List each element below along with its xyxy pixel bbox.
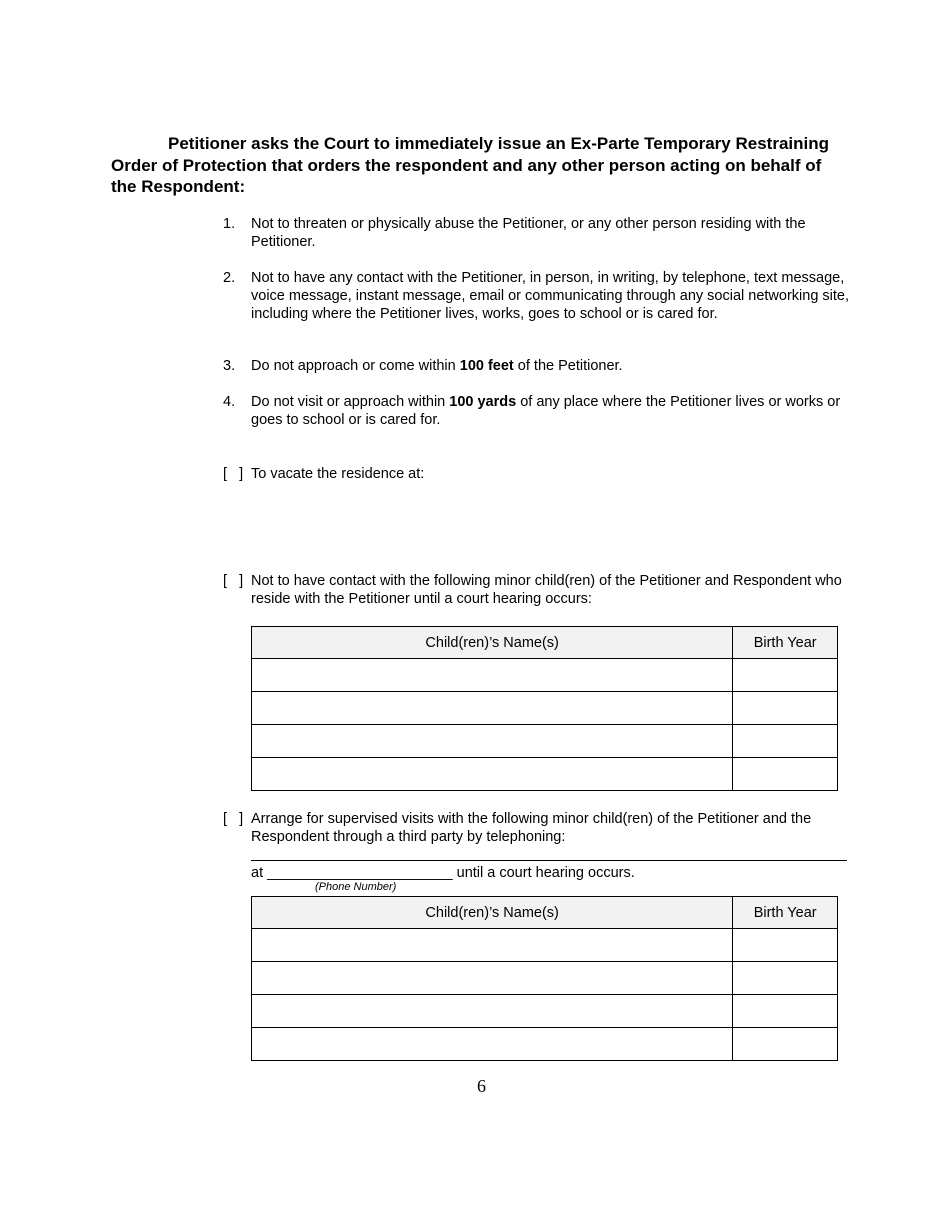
name-cell[interactable] [252,758,733,791]
col-children-names: Child(ren)’s Name(s) [252,897,733,929]
phone-number-caption: (Phone Number) [315,881,397,893]
table-row [252,659,838,692]
third-party-blank-line[interactable] [251,860,847,861]
col-birth-year: Birth Year [733,897,838,929]
col-birth-year: Birth Year [733,627,838,659]
table-header-row [252,627,838,659]
item-number: 4. [223,394,236,410]
vacate-label: To vacate the residence at: [251,466,425,482]
no-contact-children-option [223,572,853,608]
list-item-4 [223,393,853,429]
name-cell[interactable] [252,692,733,725]
year-cell[interactable] [733,995,838,1028]
phone-line: at _______________________ until a court hearing occurs. [251,865,635,881]
table-row [252,1028,838,1061]
name-cell[interactable] [252,1028,733,1061]
table-row [252,995,838,1028]
table-row [252,692,838,725]
item-number: 1. [223,216,236,232]
year-cell[interactable] [733,962,838,995]
name-cell[interactable] [252,659,733,692]
table-header-row [252,897,838,929]
year-cell[interactable] [733,758,838,791]
name-cell[interactable] [252,962,733,995]
table-row [252,962,838,995]
item-text: Not to threaten or physically abuse the Petitioner, or any other person residing with the Petitioner. [251,216,806,250]
phone-number-blank[interactable]: _______________________ [267,865,453,881]
supervised-label: Arrange for supervised visits with the following minor child(ren) of the Petitioner and the Respondent through a third party by telephoning: [251,811,812,845]
children-table-1 [251,626,838,791]
year-cell[interactable] [733,659,838,692]
no-contact-label: Not to have contact with the following minor child(ren) of the Petitioner and Respondent who reside with the Petitioner until a court hearing occurs: [251,573,842,607]
page-number: 6 [477,1076,486,1096]
distance-bold: 100 feet [459,358,514,374]
year-cell[interactable] [733,725,838,758]
item-number: 3. [223,358,236,374]
col-children-names: Child(ren)’s Name(s) [252,627,733,659]
year-cell[interactable] [733,1028,838,1061]
item-text: Do not approach or come within 100 feet of the Petitioner. [251,358,623,374]
item-text: Not to have any contact with the Petitioner, in person, in writing, by telephone, text message, voice message, instant message, email or communicating through any social networking site, including where the Petitioner lives, works, goes to school or is cared for. [251,270,850,322]
name-cell[interactable] [252,929,733,962]
year-cell[interactable] [733,692,838,725]
list-item-3 [223,357,853,375]
vacate-checkbox[interactable]: [ ] [223,466,244,482]
item-number: 2. [223,270,236,286]
table-row [252,725,838,758]
table-row [252,758,838,791]
list-item-1 [223,215,853,251]
no-contact-checkbox[interactable]: [ ] [223,573,244,589]
supervised-checkbox[interactable]: [ ] [223,811,244,827]
page-heading: Petitioner asks the Court to immediately issue an Ex-Parte Temporary Restraining Order of Protection that orders the respondent and any other person acting on behalf of the Respondent: [111,134,829,196]
vacate-residence-option [223,465,853,483]
year-cell[interactable] [733,929,838,962]
list-item-2 [223,269,853,323]
name-cell[interactable] [252,995,733,1028]
name-cell[interactable] [252,725,733,758]
distance-bold: 100 yards [449,394,517,410]
supervised-visits-option [223,810,853,846]
table-row [252,929,838,962]
item-text: Do not visit or approach within 100 yards of any place where the Petitioner lives or works or goes to school or is cared for. [251,394,841,428]
children-table-2 [251,896,838,1061]
